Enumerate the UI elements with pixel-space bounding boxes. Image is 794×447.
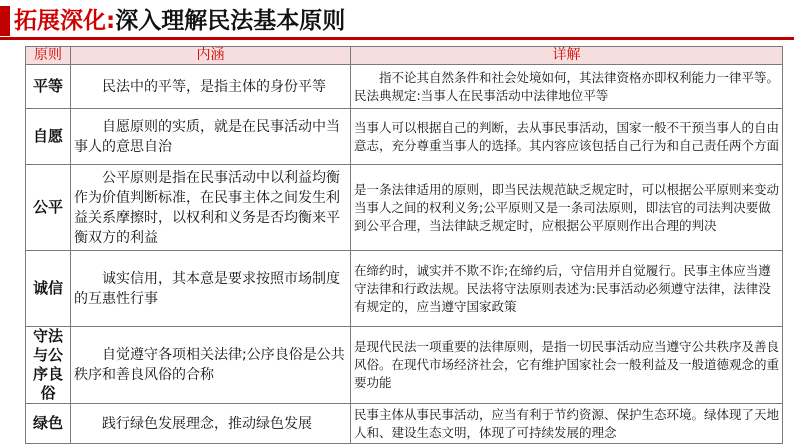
detail-text: 在缔约时，诚实并不欺不诈;在缔约后，守信用并自觉履行。民事主体应当遵守法律和行政法规。民法将守法原则表述为:民事活动必须遵守法律，法律没有规定的，应当遵守国家政策	[354, 262, 771, 314]
principle-name: 公平	[26, 165, 71, 251]
principle-name: 绿色	[26, 404, 71, 444]
principle-meaning	[71, 404, 351, 444]
detail-text: 民事主体从事民事活动，应当有利于节约资源、保护生态环境。绿体现了天地人和、建设生态文明，体现了可持续发展的理念	[354, 406, 780, 440]
principle-meaning	[71, 165, 351, 251]
principle-name: 自愿	[26, 109, 71, 165]
principle-meaning	[71, 327, 351, 404]
principle-detail	[351, 251, 783, 327]
meaning-text: 民法中的平等，是指主体的身份平等	[102, 78, 326, 95]
detail-text: 是现代民法一项重要的法律原则，是指一切民事活动应当遵守公共秩序及善良风俗。在现代市场经济社会，它有维护国家社会一般利益及一般道德观念的重要功能	[354, 339, 780, 390]
principle-detail	[351, 404, 783, 444]
table-row	[26, 109, 783, 165]
slide-title	[14, 5, 345, 37]
table-row	[26, 327, 783, 404]
meaning-text: 自觉遵守各项相关法律;公序良俗是公共秩序和善良风俗的合称	[74, 347, 345, 383]
header-detail: 详解	[351, 47, 783, 65]
principles-table	[25, 46, 783, 444]
detail-text: 指不论其自然条件和社会处境如何，其法律资格亦即权利能力一律平等。民法典规定:当事人在民事活动中法律地位平等	[354, 69, 780, 103]
principle-detail	[351, 327, 783, 404]
header-meaning: 内涵	[71, 47, 351, 65]
principle-name: 平等	[26, 65, 71, 109]
principle-meaning	[71, 109, 351, 165]
meaning-text: 诚实信用，其本意是要求按照市场制度的互惠性行事	[74, 270, 340, 307]
table-row	[26, 251, 783, 327]
table-header-row	[26, 47, 783, 65]
detail-text: 是一条法律适用的原则，即当民法规范缺乏规定时，可以根据公平原则来变动当事人之间的权利义务;公平原则又是一条司法原则，即法官的司法判决要做到公平合理，当法律缺乏规定时，应根据公平原则作出合理的判决	[354, 181, 780, 233]
principle-detail	[351, 109, 783, 165]
principle-meaning	[71, 251, 351, 327]
table-row	[26, 404, 783, 444]
principle-name: 守法与公序良俗	[26, 327, 71, 404]
title-prefix: 拓展深化:	[14, 8, 116, 34]
title-underline	[0, 37, 794, 40]
principle-name: 诚信	[26, 251, 71, 327]
table-row	[26, 65, 783, 109]
meaning-text: 践行绿色发展理念，推动绿色发展	[102, 415, 312, 432]
header-principle: 原则	[26, 47, 71, 65]
principle-meaning	[71, 65, 351, 109]
slide-title-bar	[0, 0, 794, 42]
meaning-text: 自愿原则的实质，就是在民事活动中当事人的意思自治	[74, 118, 340, 155]
detail-text: 当事人可以根据自己的判断，去从事民事活动，国家一般不干预当事人的自由意志，充分尊重当事人的选择。其内容应该包括自己行为和自己责任两个方面	[354, 119, 780, 153]
meaning-text: 公平原则是指在民事活动中以利益均衡作为价值判断标准，在民事主体之间发生利益关系摩擦时，以权利和义务是否均衡来平衡双方的利益	[74, 169, 340, 246]
title-accent-block	[0, 6, 10, 36]
table-row	[26, 165, 783, 251]
principle-detail	[351, 65, 783, 109]
principle-detail	[351, 165, 783, 251]
title-main: 深入理解民法基本原则	[115, 8, 346, 34]
